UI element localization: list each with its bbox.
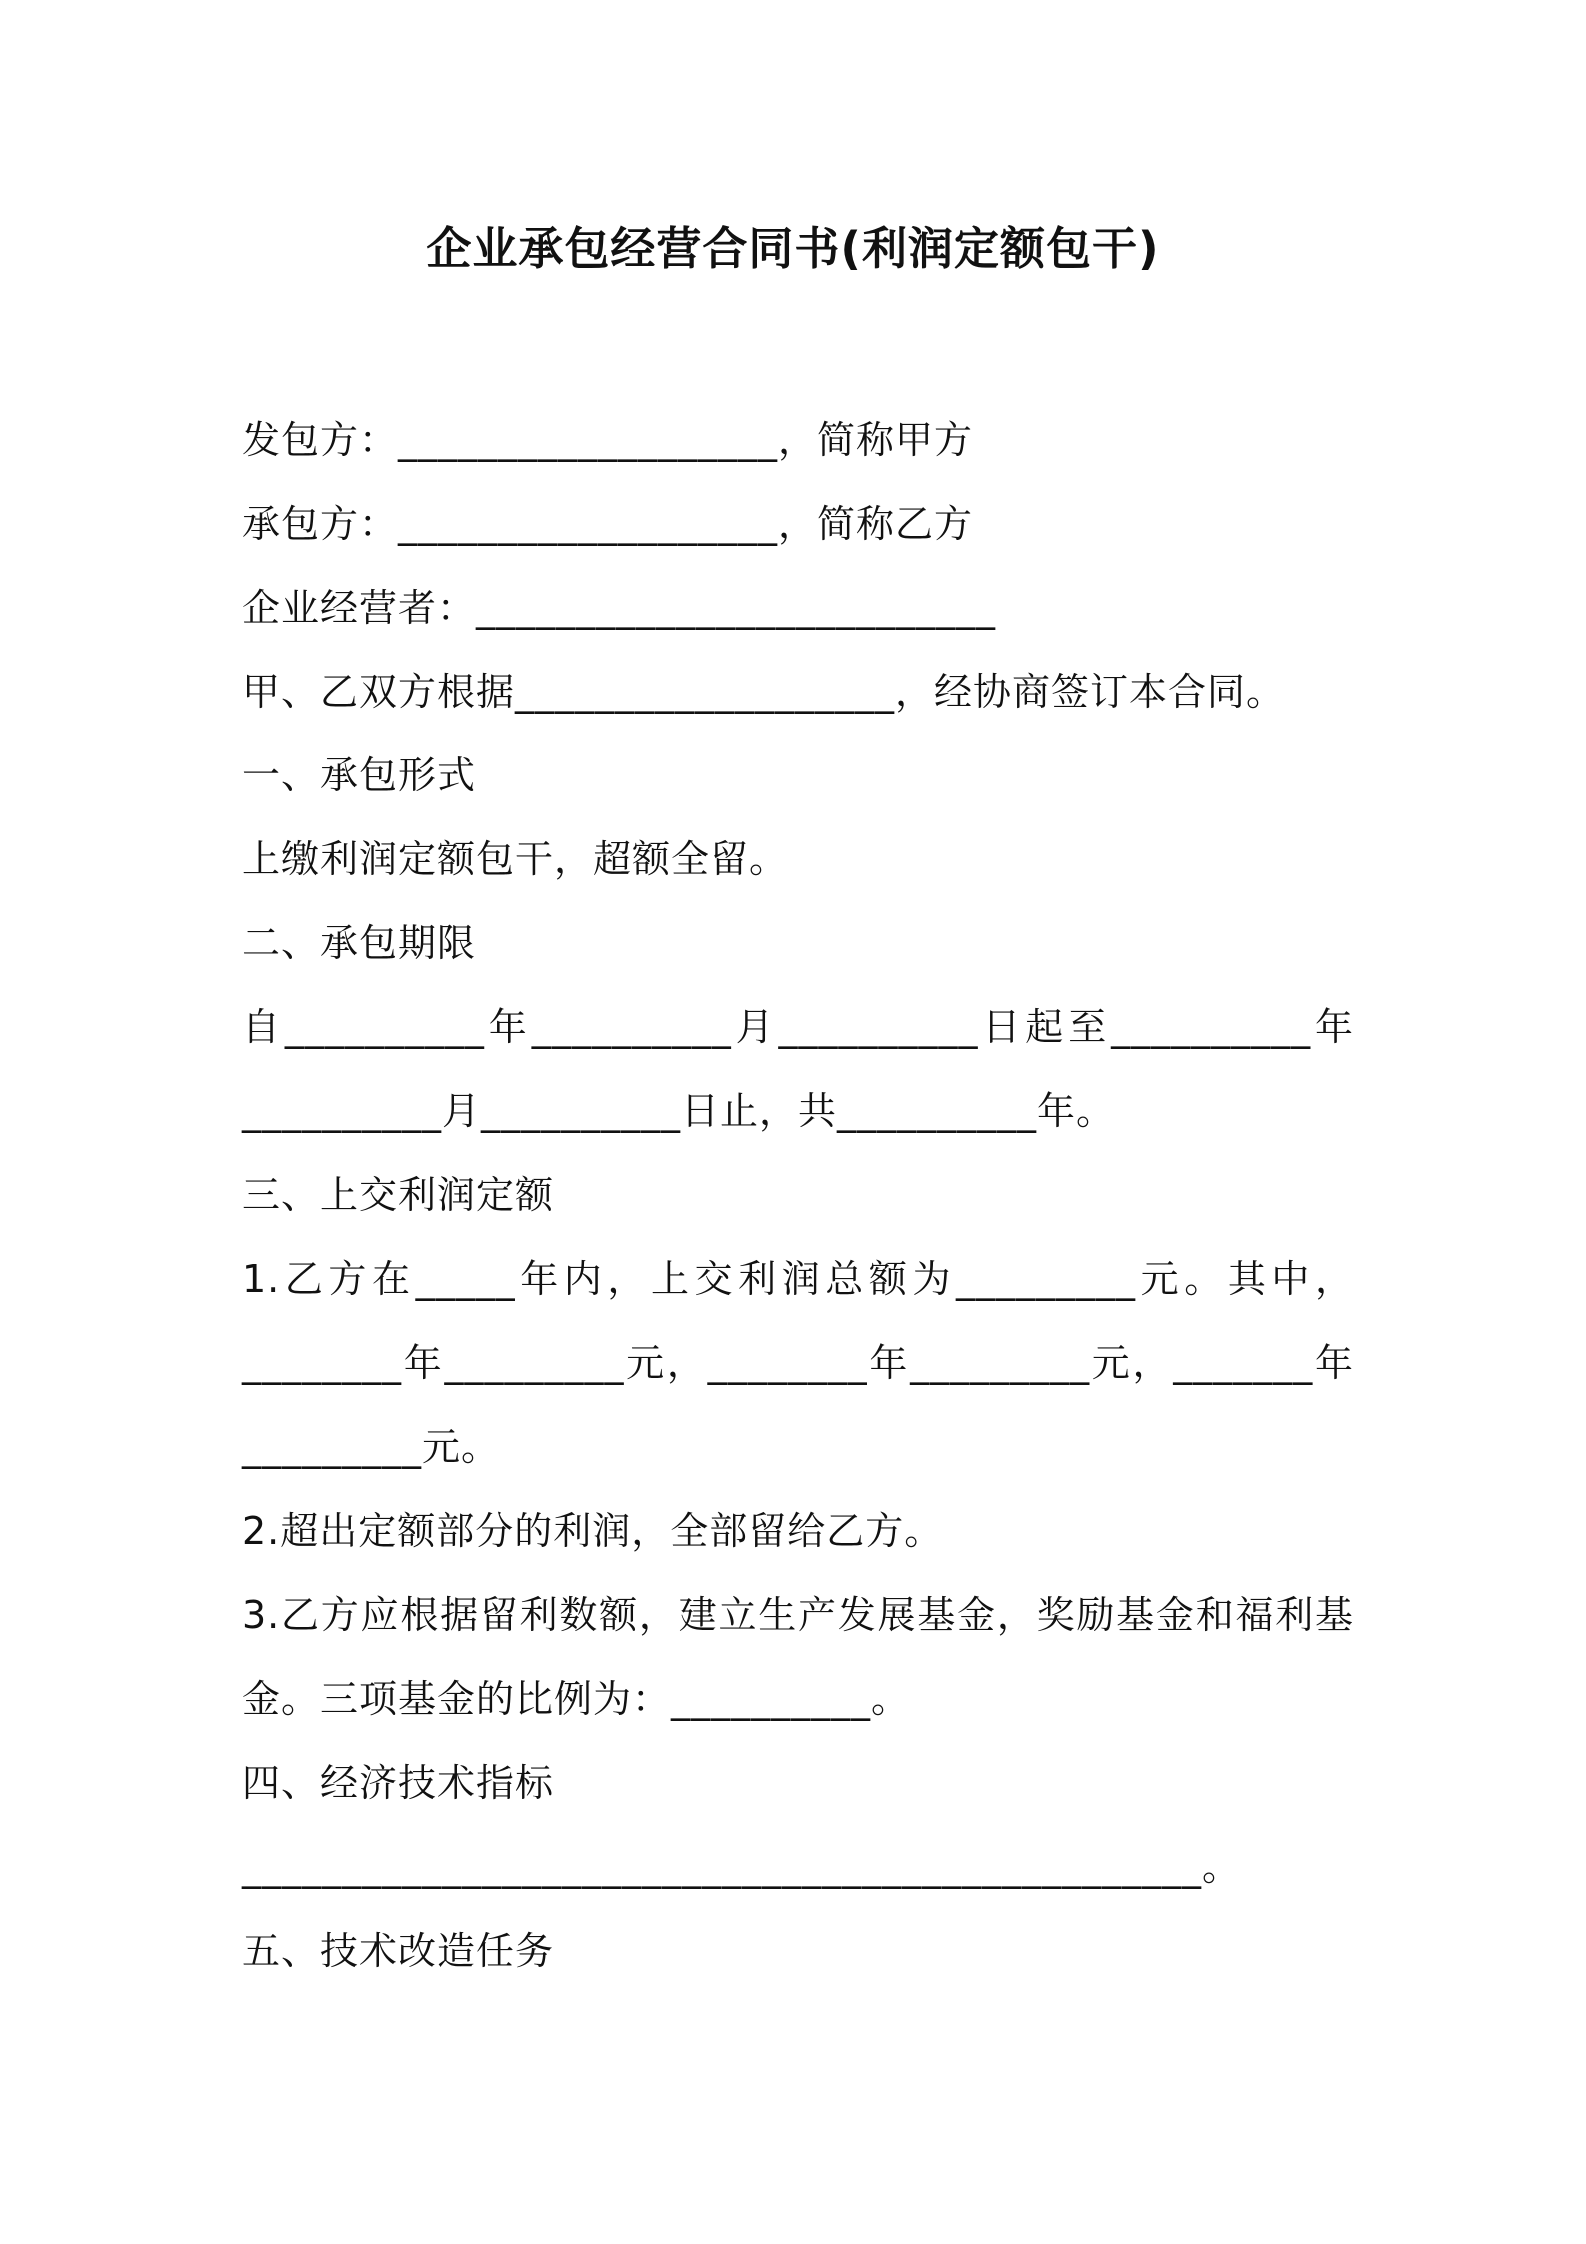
- section-1-heading: 一、承包形式: [242, 753, 477, 797]
- section-1-text: 上缴利润定额包干，超额全留。: [242, 837, 789, 881]
- profit-item-2: 2.超出定额部分的利润，全部留给乙方。: [242, 1509, 944, 1553]
- profit-item-3-line-1: 3.乙方应根据留利数额，建立生产发展基金，奖励基金和福利基: [242, 1593, 1354, 1637]
- section-5-heading: 五、技术改造任务: [242, 1929, 555, 1973]
- term-line-2: __________月__________日止，共__________年。: [242, 1089, 1116, 1133]
- profit-line-2: ________年_________元，________年_________元，_______年: [242, 1341, 1354, 1385]
- party-a-line: 发包方：___________________，简称甲方: [242, 418, 974, 462]
- section-2-heading: 二、承包期限: [242, 921, 477, 965]
- section-4-blank: ________________________________________________。: [242, 1845, 1242, 1889]
- operator-line: 企业经营者：__________________________: [242, 586, 997, 630]
- section-4-heading: 四、经济技术指标: [242, 1761, 555, 1805]
- agreement-basis-line: 甲、乙双方根据___________________，经协商签订本合同。: [242, 670, 1286, 714]
- party-b-line: 承包方：___________________，简称乙方: [242, 502, 974, 546]
- section-3-heading: 三、上交利润定额: [242, 1173, 555, 1217]
- profit-item-3-line-2: 金。三项基金的比例为：__________。: [242, 1677, 911, 1721]
- term-line-1: 自__________年__________月__________日起至__________年: [242, 1005, 1354, 1049]
- profit-line-3: _________元。: [242, 1425, 501, 1469]
- profit-line-1: 1.乙方在_____年内，上交利润总额为_________元。其中，: [242, 1257, 1354, 1301]
- document-title: 企业承包经营合同书(利润定额包干): [426, 222, 1160, 275]
